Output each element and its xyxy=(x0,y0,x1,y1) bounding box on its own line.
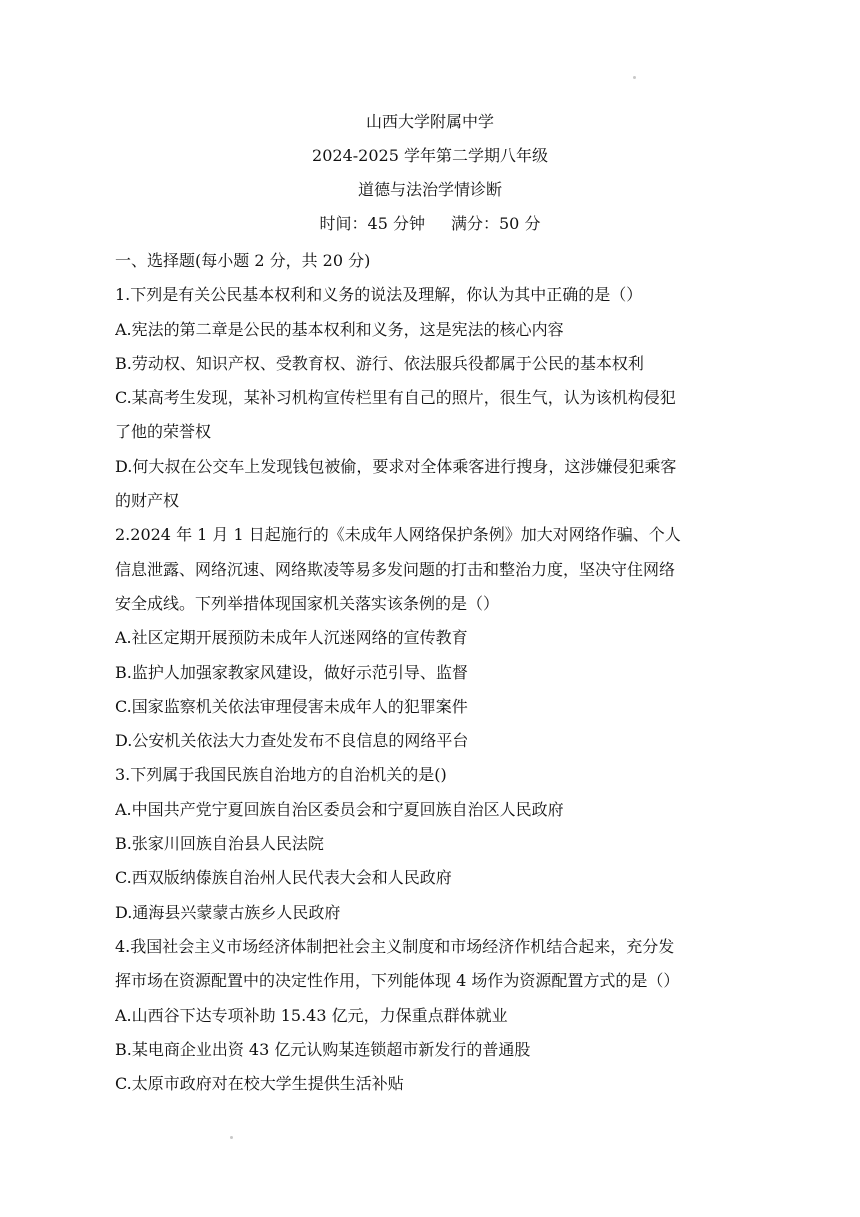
text-line: 的财产权 xyxy=(115,491,180,511)
text-line: 信息泄露、网络沉速、网络欺凌等易多发问题的打击和整治力度，坚决守住网络 xyxy=(115,559,676,579)
school-name: 山西大学附属中学 xyxy=(365,112,494,131)
text-line: 2.2024 年 1 月 1 日起施行的《未成年人网络保护条例》加大对网络作骗、个人 xyxy=(115,525,681,545)
text-line: D.通海县兴蒙蒙古族乡人民政府 xyxy=(115,902,341,922)
text-line: 了他的荣誉权 xyxy=(115,422,212,442)
text-line: A.宪法的第二章是公民的基本权利和义务，这是宪法的核心内容 xyxy=(115,319,564,339)
text-line: C.国家监察机关依法审理侵害未成年人的犯罪案件 xyxy=(115,696,468,716)
text-line: C.某高考生发现，某补习机构宣传栏里有自己的照片，很生气，认为该机构侵犯 xyxy=(115,388,676,408)
exam-score: 满分：50 分 xyxy=(451,214,541,233)
text-line: A.山西谷下达专项补助 15.43 亿元，力保重点群体就业 xyxy=(115,1005,508,1025)
text-line: D.公安机关依法大力查处发布不良信息的网络平台 xyxy=(115,731,469,751)
section-title: 一、选择题(每小题 2 分，共 20 分) xyxy=(115,251,371,270)
text-line: C.西双版纳傣族自治州人民代表大会和人民政府 xyxy=(115,868,452,888)
text-line: D.何大叔在公交车上发现钱包被偷，要求对全体乘客进行搜身，这涉嫌侵犯乘客 xyxy=(115,456,677,476)
text-line: 3.下列属于我国民族自治地方的自治机关的是() xyxy=(115,765,447,785)
exam-info xyxy=(0,214,860,234)
text-line: A.社区定期开展预防未成年人沉迷网络的宣传教育 xyxy=(115,628,468,648)
text-line: B.监护人加强家教家风建设，做好示范引导、监督 xyxy=(115,662,468,682)
text-line: 1.下列是有关公民基本权利和义务的说法及理解，你认为其中正确的是（） xyxy=(115,285,643,305)
exam-time: 时间：45 分钟 xyxy=(319,214,425,233)
text-line: B.劳动权、知识产权、受教育权、游行、依法服兵役都属于公民的基本权利 xyxy=(115,353,644,373)
subject-title: 道德与法治学情诊断 xyxy=(357,180,502,199)
text-line: B.某电商企业出资 43 亿元认购某连锁超市新发行的普通股 xyxy=(115,1039,531,1059)
term-title: 2024-2025 学年第二学期八年级 xyxy=(312,146,548,165)
text-line: 安全成线。下列举措体现国家机关落实该条例的是（） xyxy=(115,593,500,613)
text-line: C.太原市政府对在校大学生提供生活补贴 xyxy=(115,1074,404,1094)
question-section xyxy=(115,244,735,1101)
text-line: 4.我国社会主义市场经济体制把社会主义制度和市场经济作机结合起来，充分发 xyxy=(115,936,675,956)
scan-speck xyxy=(230,1136,233,1139)
scan-speck xyxy=(633,76,636,79)
text-line: B.张家川回族自治县人民法院 xyxy=(115,834,324,854)
text-line: A.中国共产党宁夏回族自治区委员会和宁夏回族自治区人民政府 xyxy=(115,799,564,819)
text-line: 挥市场在资源配置中的决定性作用，下列能体现 4 场作为资源配置方式的是（） xyxy=(115,971,680,991)
